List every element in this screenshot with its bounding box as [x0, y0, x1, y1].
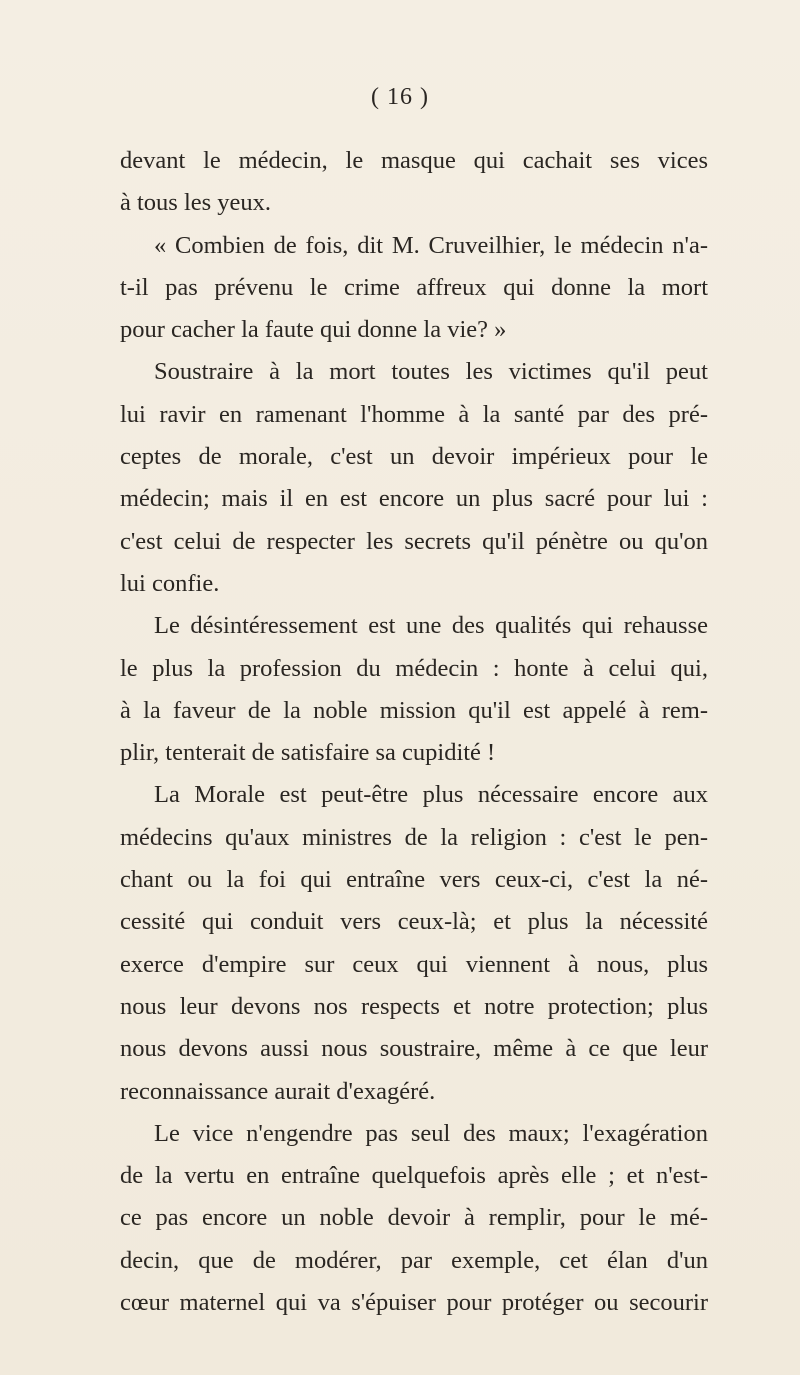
- text-line: cessité qui conduit vers ceux-là; et plus la nécessité: [120, 908, 708, 936]
- text-line: devant le médecin, le masque qui cachait ses vices: [120, 147, 708, 174]
- text-line: nous devons aussi nous soustraire, même à ce que leur: [120, 1035, 708, 1063]
- page-body: [120, 140, 708, 1324]
- text-line: La Morale est peut-être plus nécessaire encore aux: [154, 781, 708, 809]
- text-line: de la vertu en entraîne quelquefois après elle ; et n'est-: [120, 1162, 708, 1190]
- text-line: lui ravir en ramenant l'homme à la santé par des pré-: [120, 400, 708, 428]
- text-line: cœur maternel qui va s'épuiser pour protéger ou secourir: [120, 1289, 708, 1317]
- text-line: nous leur devons nos respects et notre protection; plus: [120, 992, 708, 1020]
- text-line: à tous les yeux.: [120, 189, 272, 217]
- text-line: ce pas encore un noble devoir à remplir, pour le mé-: [120, 1204, 708, 1232]
- text-line: decin, que de modérer, par exemple, cet élan d'un: [120, 1246, 708, 1274]
- text-line: le plus la profession du médecin : honte à celui qui,: [120, 654, 708, 682]
- text-line: plir, tenterait de satisfaire sa cupidité !: [120, 739, 496, 767]
- text-line: « Combien de fois, dit M. Cruveilhier, le médecin n'a-: [154, 231, 708, 259]
- text-line: Le vice n'engendre pas seul des maux; l'exagération: [154, 1119, 708, 1147]
- text-line: à la faveur de la noble mission qu'il est appelé à rem-: [120, 696, 708, 724]
- text-line: ceptes de morale, c'est un devoir impérieux pour le: [120, 443, 708, 471]
- page-number: ( 16 ): [371, 84, 429, 110]
- text-line: médecin; mais il en est encore un plus sacré pour lui :: [120, 485, 708, 513]
- text-line: t-il pas prévenu le crime affreux qui donne la mort: [120, 273, 708, 301]
- text-line: Soustraire à la mort toutes les victimes qu'il peut: [154, 358, 708, 386]
- text-line: exerce d'empire sur ceux qui viennent à nous, plus: [120, 950, 708, 978]
- text-line: reconnaissance aurait d'exagéré.: [120, 1077, 436, 1105]
- text-line: pour cacher la faute qui donne la vie? »: [120, 316, 507, 344]
- text-line: c'est celui de respecter les secrets qu'il pénètre ou qu'on: [120, 527, 708, 555]
- text-line: chant ou la foi qui entraîne vers ceux-ci, c'est la né-: [120, 866, 708, 894]
- text-line: lui confie.: [120, 569, 220, 597]
- text-line: Le désintéressement est une des qualités qui rehausse: [154, 612, 708, 640]
- text-line: médecins qu'aux ministres de la religion : c'est le pen-: [120, 823, 708, 851]
